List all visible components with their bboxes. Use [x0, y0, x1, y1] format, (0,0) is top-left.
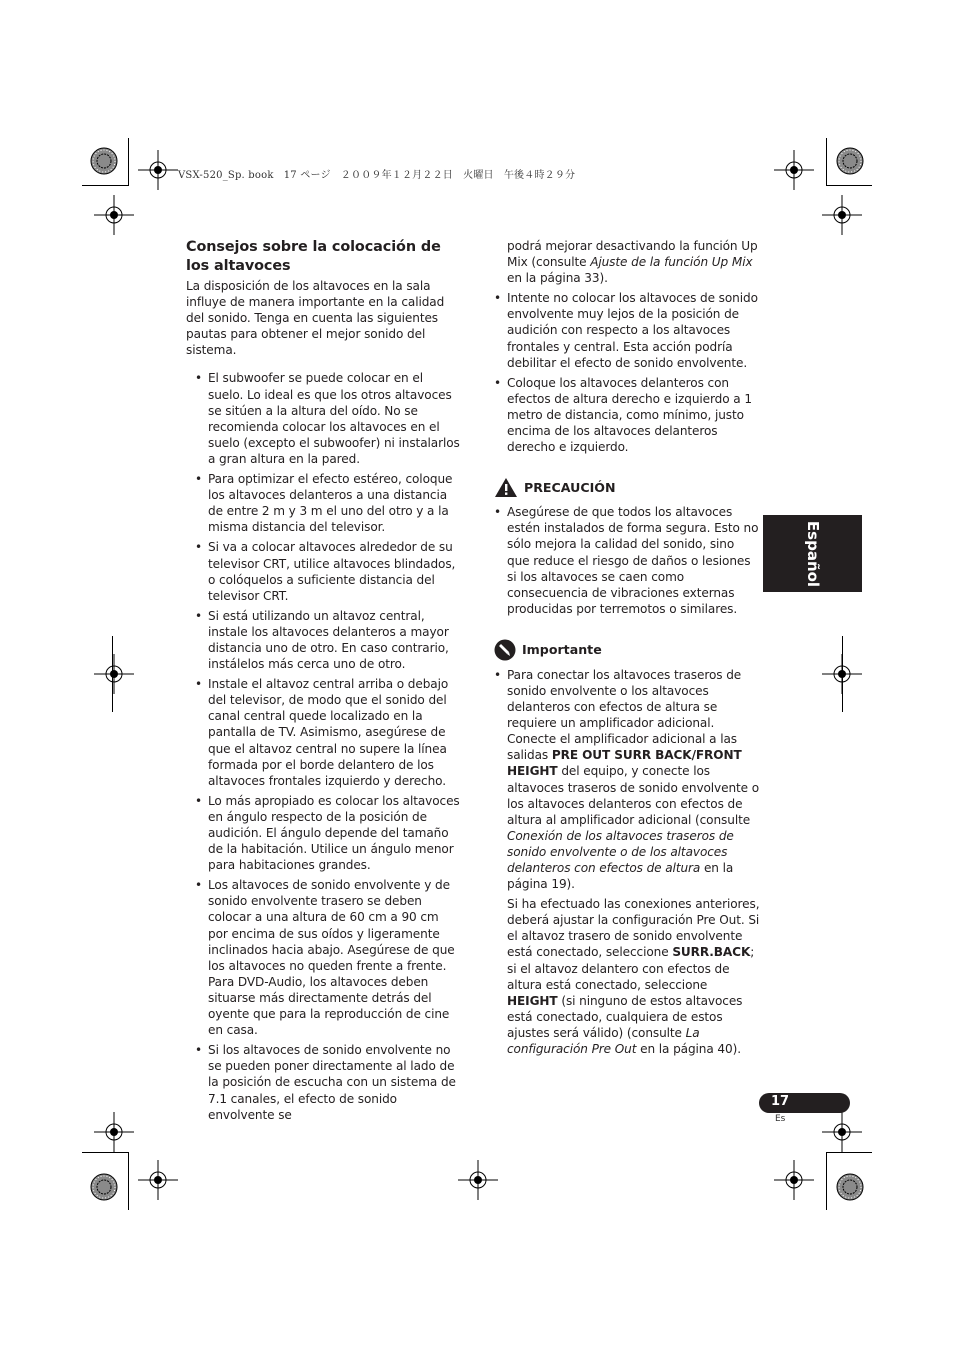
color-rosette-icon [89, 146, 119, 176]
placement-tips-list [186, 370, 460, 1122]
list-item: • Asegúrese de que todos los altavoces estén instalados de forma segura. Esto no sólo mejora la calidad del sonido, sino que reduce el riesgo de daños o lesiones si los altavoces se caen como consecuencia de vibraciones externas producidas por terremotos o similares. [494, 504, 760, 617]
crop-mark [112, 636, 113, 712]
crop-mark [82, 185, 128, 186]
language-code: Es [775, 1114, 786, 1124]
color-rosette-icon [89, 1172, 119, 1202]
caution-list [494, 504, 760, 617]
crosshair-icon [94, 195, 134, 235]
important-label: Importante [522, 642, 602, 658]
terminal-name: PRE OUT SURR BACK/FRONT HEIGHT [507, 748, 742, 779]
crop-mark [826, 1152, 827, 1210]
crosshair-icon [822, 195, 862, 235]
language-tab-label: Español [803, 520, 822, 587]
crosshair-icon [94, 654, 134, 694]
pre-out-paragraph [494, 896, 760, 1057]
list-item: • Lo más apropiado es colocar los altavoces en ángulo respecto de la posición de audición. El ángulo depende del tamaño de la habitación. Utilice un ángulo menor para habitaciones grandes. [186, 793, 460, 873]
crosshair-icon [138, 150, 178, 190]
caution-label: PRECAUCIÓN [524, 480, 616, 496]
important-pencil-icon [494, 639, 516, 661]
page-number-badge [759, 1093, 850, 1113]
caution-heading [494, 477, 760, 498]
important-list [494, 667, 760, 892]
crop-mark [128, 138, 129, 186]
cross-reference: Ajuste de la función Up Mix [590, 255, 753, 270]
important-heading [494, 639, 760, 661]
color-rosette-icon [835, 146, 865, 176]
bullet-continuation [494, 238, 760, 286]
list-item: • El subwoofer se puede colocar en el suelo. Lo ideal es que los otros altavoces se sitúen a la altura del oído. No se recomienda colocar los altavoces en el suelo (excepto el subwoofer) ni instalarlos a gran altura en la pared. [186, 370, 460, 467]
cross-reference: Conexión de los altavoces traseros de sonido envolvente o de los altavoces delanteros con efectos de altura [507, 828, 734, 875]
list-item: • Los altavoces de sonido envolvente y de sonido envolvente trasero se deben colocar a una altura de 60 cm a 90 cm por encima de sus oídos y ligeramente inclinados hacia abajo. Asegúrese de que los altavoces no queden frente a frente. Para DVD-Audio, los altavoces deben situarse más directamente detrás del oyente que para la reproducción de cine en casa. [186, 877, 460, 1038]
warning-triangle-icon [494, 477, 518, 498]
placement-tips-list-continued [494, 290, 760, 455]
left-column [186, 238, 460, 1127]
crop-mark [826, 1152, 872, 1153]
list-item: • Coloque los altavoces delanteros con efectos de altura derecho e izquierdo a 1 metro de distancia, como mínimo, justo encima de los altavoces delanteros derecho e izquierdo. [494, 375, 760, 455]
setting-name: HEIGHT [507, 993, 558, 1008]
list-item: • Si los altavoces de sonido envolvente no se pueden poner directamente al lado de la posición de escucha con un sistema de 7.1 canales, el efecto de sonido envolvente se [186, 1042, 460, 1122]
crop-mark [826, 138, 827, 186]
list-item: • Intente no colocar los altavoces de sonido envolvente muy lejos de la posición de audición con respecto a los altavoces frontales y central. Esta acción podría debilitar el efecto de sonido envolvente. [494, 290, 760, 370]
crosshair-icon [774, 1160, 814, 1200]
list-item: • Si va a colocar altavoces alrededor de su televisor CRT, utilice altavoces blindados, o colóquelos a suficiente distancia del televisor CRT. [186, 539, 460, 603]
crosshair-icon [138, 1160, 178, 1200]
setting-name: SURR.BACK [672, 945, 751, 960]
crosshair-icon [94, 1112, 134, 1152]
continuation-text: podrá mejorar desactivando la función Up Mix (consulte [507, 239, 758, 270]
continuation-text: en la página 33). [507, 271, 608, 286]
list-item [494, 667, 760, 892]
crop-mark [842, 636, 843, 712]
important-text: (si ninguno de estos altavoces está conectado, cualquiera de estos ajustes será válido) (consulte [507, 993, 743, 1040]
crosshair-icon [822, 1112, 862, 1152]
important-text: en la página 19). [507, 861, 734, 892]
color-rosette-icon [835, 1172, 865, 1202]
list-item: • Instale el altavoz central arriba o debajo del televisor, de modo que el sonido del canal central quede localizado en la pantalla de TV. Asimismo, asegúrese de que el altavoz central no supere la línea formada por el borde delantero de los altavoces frontales izquierdo y derecho. [186, 676, 460, 789]
important-text: del equipo, y conecte los altavoces traseros de sonido envolvente o los altavoces delanteros con efectos de altura al amplificador adicional (consulte [507, 764, 760, 827]
crosshair-icon [774, 150, 814, 190]
print-header: VSX-520_Sp. book 17 ページ ２００９年１２月２２日 火曜日 午後４時２９分 [178, 170, 576, 181]
important-text: Si ha efectuado las conexiones anteriores, deberá ajustar la configuración Pre Out. Si el altavoz trasero de sonido envolvente está conectado, seleccione [507, 897, 760, 960]
crop-mark [82, 1152, 128, 1153]
page-number: 17 [771, 1094, 790, 1109]
language-tab [763, 515, 862, 592]
list-item: • Para optimizar el efecto estéreo, coloque los altavoces delanteros a una distancia de entre 2 m y 3 m el uno del otro y a la misma distancia del televisor. [186, 471, 460, 535]
cross-reference: La configuración Pre Out [507, 1025, 700, 1057]
important-text: ; si el altavoz delantero con efectos de altura está conectado, seleccione [507, 945, 755, 992]
crop-mark [128, 1152, 129, 1210]
important-text: en la página 40). [636, 1042, 741, 1057]
section-title: Consejos sobre la colocación de los altavoces [186, 239, 441, 274]
list-item: • Si está utilizando un altavoz central, instale los altavoces delanteros a mayor distancia uno de otro. En caso contrario, instálelos más cerca uno de otro. [186, 608, 460, 672]
crosshair-icon [458, 1160, 498, 1200]
right-column [494, 238, 760, 1057]
intro-paragraph: La disposición de los altavoces en la sala influye de manera importante en la calidad del sonido. Tenga en cuenta las siguientes pautas para obtener el mejor sonido del sistema. [186, 279, 445, 358]
crop-mark [826, 185, 872, 186]
important-text: Para conectar los altavoces traseros de sonido envolvente o los altavoces delanteros con efectos de altura se requiere un amplificador adicional. Conecte el amplificador adicional a las salidas [507, 667, 742, 763]
